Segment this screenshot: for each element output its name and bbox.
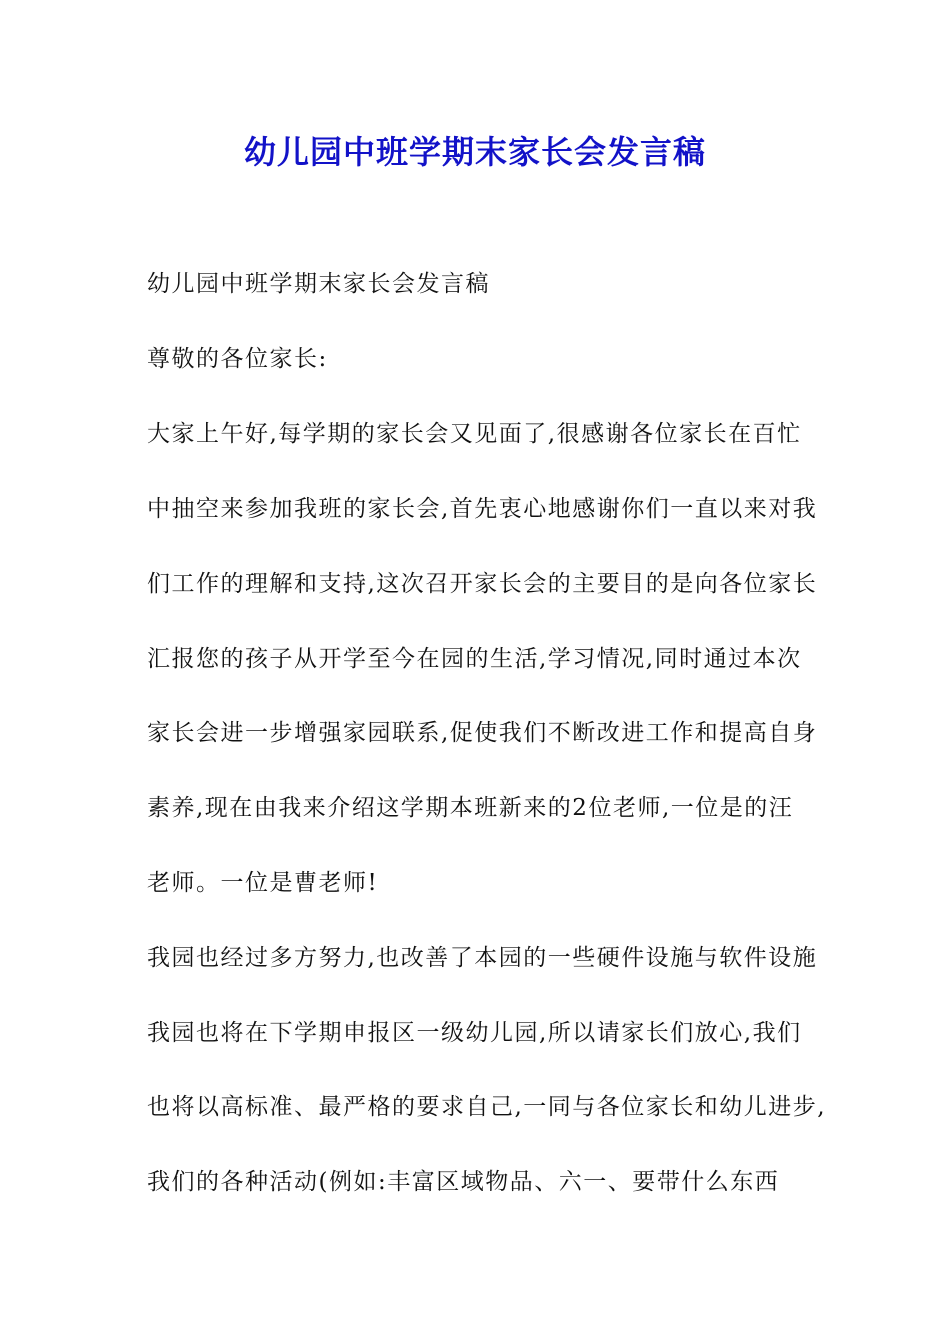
body-line: 我园也将在下学期申报区一级幼儿园,所以请家长们放心,我们 xyxy=(147,1020,802,1046)
body-line: 素养,现在由我来介绍这学期本班新来的2位老师,一位是的汪 xyxy=(147,795,794,821)
body-line: 尊敬的各位家长: xyxy=(147,346,328,372)
document-title: 幼儿园中班学期末家长会发言稿 xyxy=(243,133,706,171)
body-line: 大家上午好,每学期的家长会又见面了,很感谢各位家长在百忙 xyxy=(147,421,802,447)
body-line: 也将以高标准、最严格的要求自己,一同与各位家长和幼儿进步, xyxy=(147,1094,827,1120)
body-line: 我园也经过多方努力,也改善了本园的一些硬件设施与软件设施 xyxy=(147,945,818,971)
body-line: 我们的各种活动(例如:丰富区域物品、六一、要带什么东西 xyxy=(147,1169,780,1195)
body-line: 家长会进一步增强家园联系,促使我们不断改进工作和提高自身 xyxy=(147,720,818,746)
body-line: 中抽空来参加我班的家长会,首先衷心地感谢你们一直以来对我 xyxy=(147,496,818,522)
body-line: 们工作的理解和支持,这次召开家长会的主要目的是向各位家长 xyxy=(147,571,818,597)
body-line: 幼儿园中班学期末家长会发言稿 xyxy=(147,271,490,297)
body-line: 汇报您的孩子从开学至今在园的生活,学习情况,同时通过本次 xyxy=(147,646,802,672)
body-line: 老师。一位是曹老师! xyxy=(147,870,379,896)
